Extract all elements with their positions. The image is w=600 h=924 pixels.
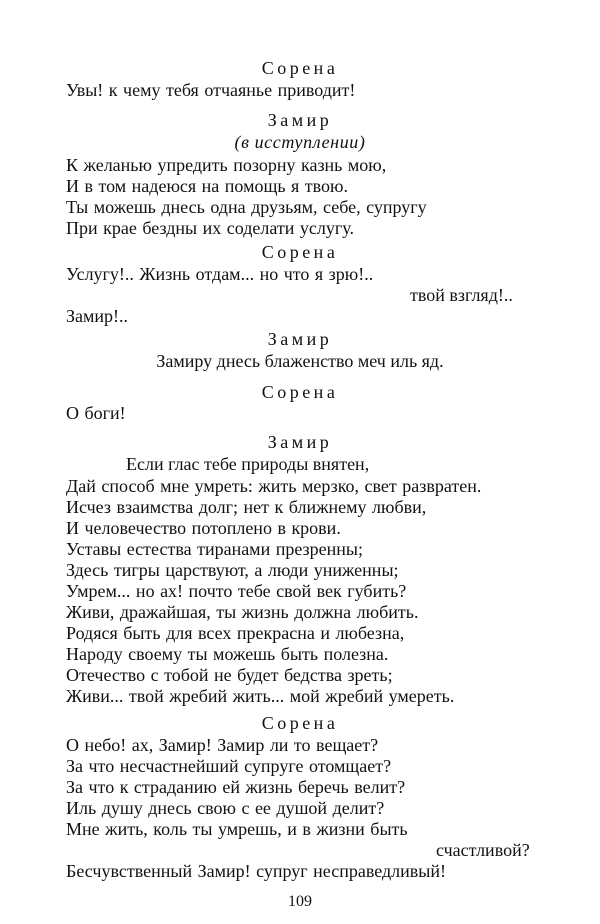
verse-line: Родяся быть для всех прекрасна и любезна, [66,623,405,643]
verse-line: О боги! [66,403,126,423]
speaker-name: Сорена [261,242,339,262]
verse-line: Отечество с тобой не будет бедства зреть; [66,665,393,685]
verse-line: За что к страданию ей жизнь беречь велит? [66,777,406,797]
verse-line: Здесь тигры царствуют, а люди униженны; [66,560,399,580]
speaker-name: Сорена [261,58,339,78]
verse-line-continuation: твой взгляд!.. [410,285,513,305]
verse-line: Увы! к чему тебя отчаянье приводит! [66,80,356,100]
verse-line: При крае бездны их соделати услугу. [66,218,354,238]
verse-line: И в том надеюся на помощь я твою. [66,176,349,196]
verse-line: Замир!.. [66,306,129,326]
verse-line: Живи, дражайшая, ты жизнь должна любить. [66,602,419,622]
verse-line: Замиру днесь блаженство меч иль яд. [156,351,444,371]
verse-line: Если глас тебе природы внятен, [126,454,370,474]
verse-line: Мне жить, коль ты умрешь, и в жизни быть [66,819,408,839]
verse-line: И человечество потоплено в крови. [66,518,341,538]
verse-line: За что несчастнейший супруге отомщает? [66,756,392,776]
speaker-name: Замир [267,432,333,452]
verse-line: Умрем... но ах! почто тебе свой век губить? [66,581,407,601]
speaker-name: Замир [267,110,333,130]
verse-line: Иль душу днесь свою с ее душой делит? [66,798,385,818]
stage-direction: (в исступлении) [234,132,366,152]
verse-line: Живи... твой жребий жить... мой жребий умереть. [66,686,455,706]
speaker-name: Сорена [261,713,339,733]
verse-line-continuation: счастливой? [436,840,530,860]
speaker-name: Замир [267,329,333,349]
page-number: 109 [288,893,312,910]
verse-line: Ты можешь днесь одна друзьям, себе, супругу [66,197,427,217]
verse-line: О небо! ах, Замир! Замир ли то вещает? [66,735,379,755]
verse-line: Уставы естества тиранами презренны; [66,539,364,559]
verse-line: Бесчувственный Замир! супруг несправедливый! [66,861,446,881]
verse-line: Народу своему ты можешь быть полезна. [66,644,389,664]
verse-line: К желанью упредить позорну казнь мою, [66,155,387,175]
verse-line: Услугу!.. Жизнь отдам... но что я зрю!.. [66,264,374,284]
speaker-name: Сорена [261,382,339,402]
verse-line: Дай способ мне умреть: жить мерзко, свет развратен. [66,476,482,496]
verse-line: Исчез взаимства долг; нет к ближнему любви, [66,497,427,517]
